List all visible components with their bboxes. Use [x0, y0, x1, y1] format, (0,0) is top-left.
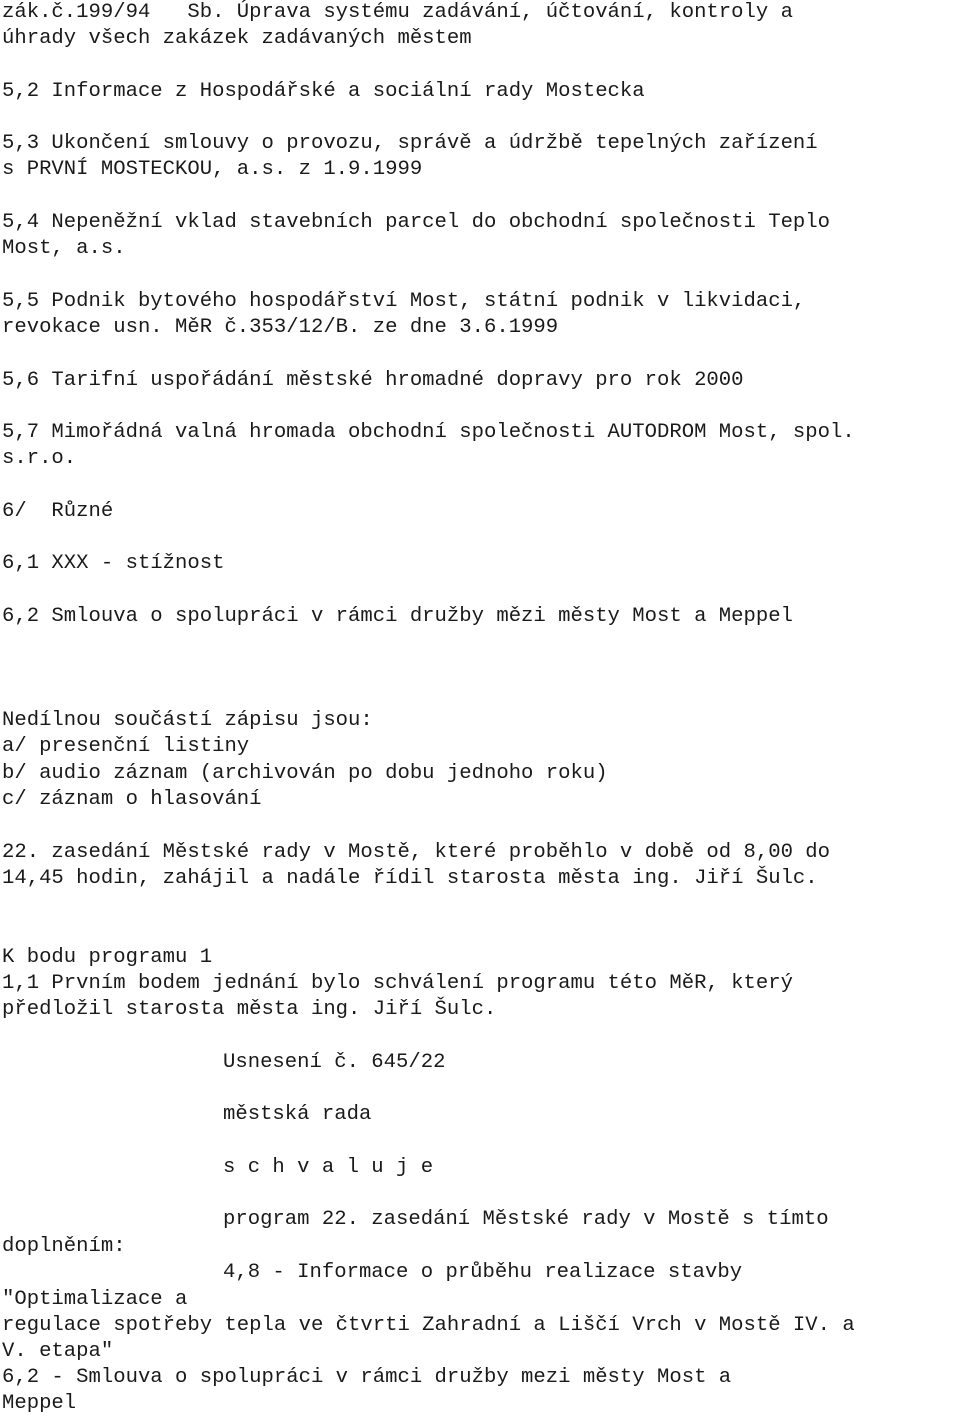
- agenda-item-5-7: 5,7 Mimořádná valná hromada obchodní společnosti AUTODROM Most, spol.: [2, 421, 855, 444]
- agenda-item-6-2: 6,2 Smlouva o spolupráci v rámci družby mězi městy Most a Meppel: [2, 605, 793, 628]
- attachment-b: b/ audio záznam (archivován po dobu jednoho roku): [2, 762, 608, 785]
- addition-6-2-cont: Meppel: [2, 1392, 77, 1415]
- attachments-heading: Nedílnou součástí zápisu jsou:: [2, 709, 373, 732]
- addition-4-8-cont-3: V. etapa": [2, 1340, 114, 1363]
- program-point-text-cont: předložil starosta města ing. Jiří Šulc.: [2, 998, 497, 1021]
- resolution-body: městská rada: [223, 1103, 372, 1126]
- agenda-item-5-5-cont: revokace usn. MěR č.353/12/B. ze dne 3.6.1999: [2, 316, 559, 339]
- addition-4-8-cont-2: regulace spotřeby tepla ve čtvrti Zahradní a Liščí Vrch v Mostě IV. a: [2, 1314, 855, 1337]
- agenda-item-5-6: 5,6 Tarifní uspořádání městské hromadné dopravy pro rok 2000: [2, 369, 744, 392]
- addition-4-8-cont-1: "Optimalizace a: [2, 1288, 188, 1311]
- resolution-verb: s c h v a l u j e: [223, 1156, 434, 1179]
- attachment-a: a/ presenční listiny: [2, 735, 250, 758]
- text-line-law-reference: zák.č.199/94 Sb. Úprava systému zadávání, účtování, kontroly a: [2, 1, 793, 24]
- addition-6-2: 6,2 - Smlouva o spolupráci v rámci družby mezi městy Most a: [2, 1366, 732, 1389]
- agenda-item-5-3-cont: s PRVNÍ MOSTECKOU, a.s. z 1.9.1999: [2, 158, 423, 181]
- resolution-text-cont: doplněním:: [2, 1235, 126, 1258]
- agenda-item-5-2: 5,2 Informace z Hospodářské a sociální rady Mostecka: [2, 80, 645, 103]
- resolution-number: Usnesení č. 645/22: [223, 1051, 446, 1074]
- agenda-item-5-3: 5,3 Ukončení smlouvy o provozu, správě a údržbě tepelných zařízení: [2, 132, 818, 155]
- agenda-section-6: 6/ Různé: [2, 500, 114, 523]
- agenda-item-6-1: 6,1 XXX - stížnost: [2, 552, 225, 575]
- meeting-intro-cont: 14,45 hodin, zahájil a nadále řídil starosta města ing. Jiří Šulc.: [2, 867, 818, 890]
- agenda-item-5-4-cont: Most, a.s.: [2, 237, 126, 260]
- resolution-text: program 22. zasedání Městské rady v Mostě s tímto: [223, 1208, 829, 1231]
- attachment-c: c/ záznam o hlasování: [2, 788, 262, 811]
- text-line-law-reference-cont: úhrady všech zakázek zadávaných městem: [2, 27, 472, 50]
- agenda-item-5-5: 5,5 Podnik bytového hospodářství Most, státní podnik v likvidaci,: [2, 290, 806, 313]
- meeting-intro: 22. zasedání Městské rady v Mostě, které proběhlo v době od 8,00 do: [2, 841, 831, 864]
- agenda-item-5-4: 5,4 Nepeněžní vklad stavebních parcel do obchodní společnosti Teplo: [2, 211, 831, 234]
- program-point-text: 1,1 Prvním bodem jednání bylo schválení programu této MěR, který: [2, 972, 793, 995]
- agenda-item-5-7-cont: s.r.o.: [2, 447, 77, 470]
- addition-4-8: 4,8 - Informace o průběhu realizace stavby: [223, 1261, 743, 1284]
- program-point-heading: K bodu programu 1: [2, 946, 213, 969]
